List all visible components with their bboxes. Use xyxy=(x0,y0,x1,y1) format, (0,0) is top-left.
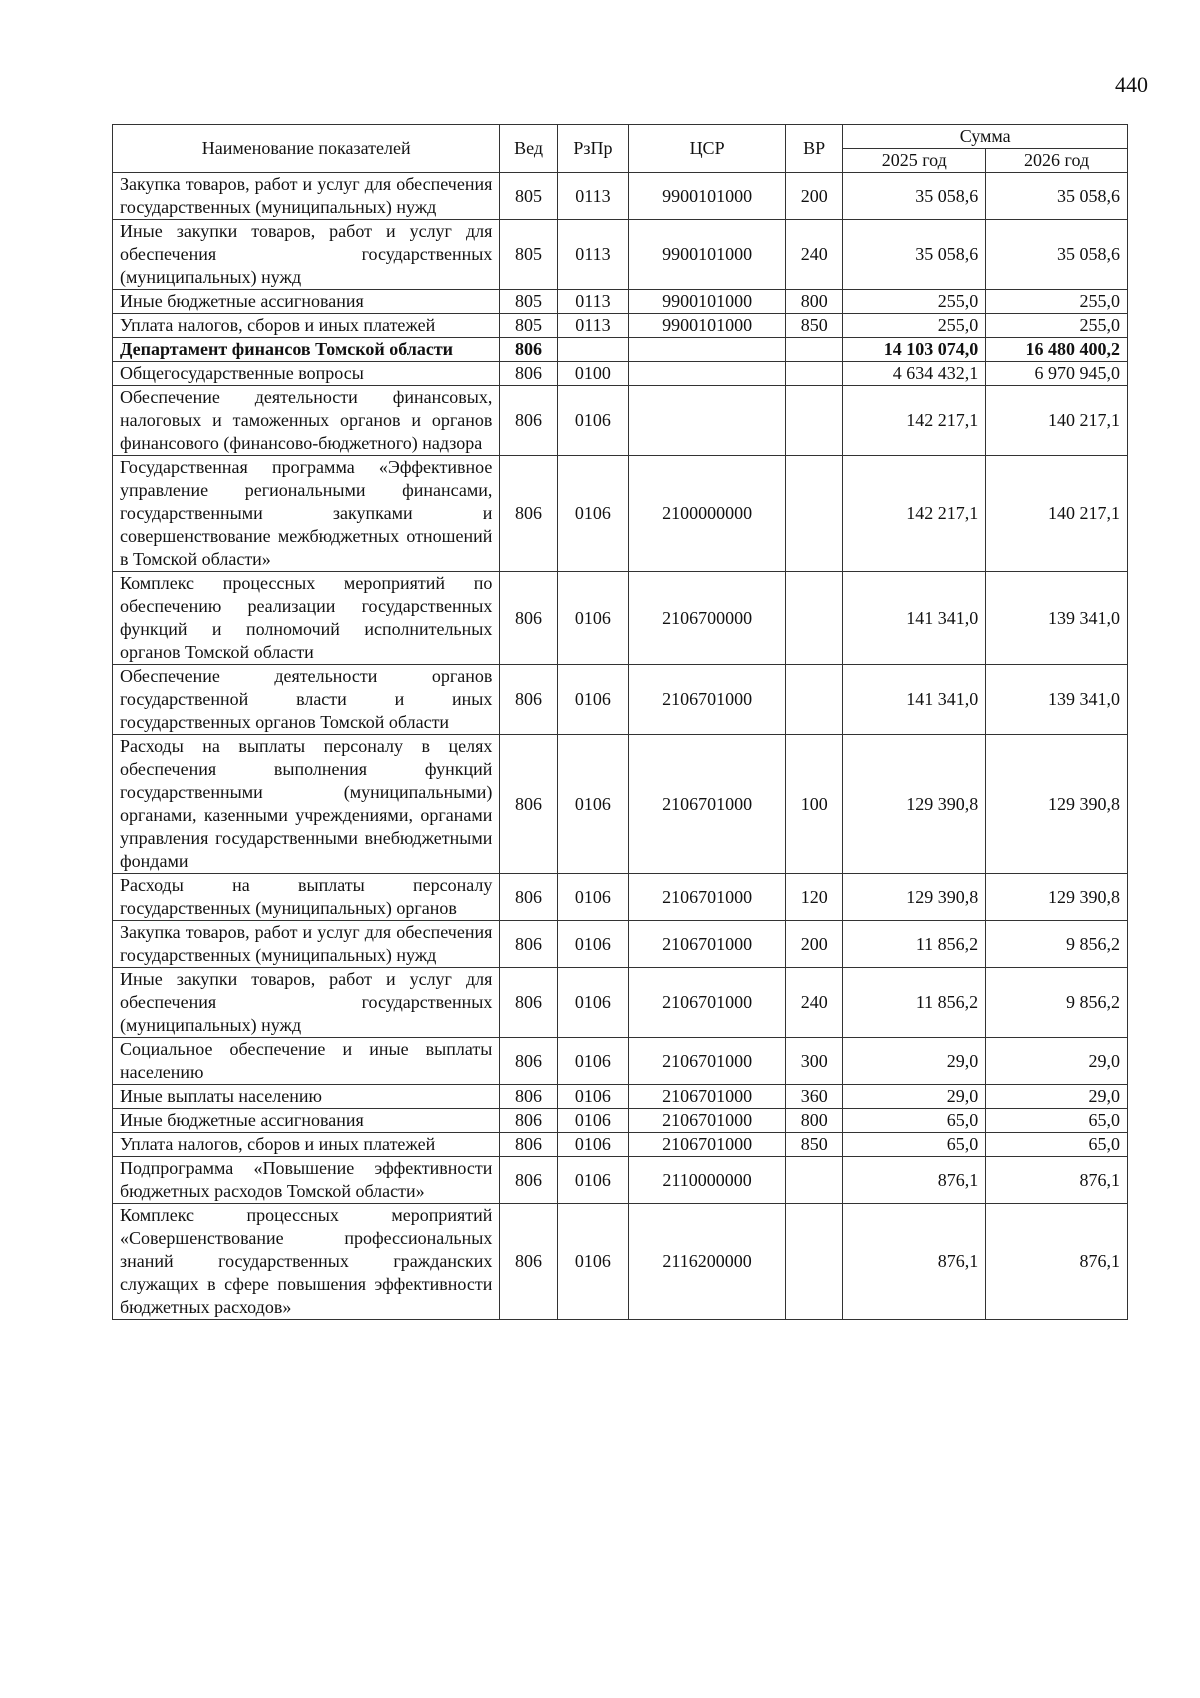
cell-vr: 200 xyxy=(786,921,843,968)
cell-y2025: 255,0 xyxy=(843,290,986,314)
cell-vr: 800 xyxy=(786,290,843,314)
cell-vr: 300 xyxy=(786,1038,843,1085)
cell-ved: 805 xyxy=(500,314,557,338)
cell-y2025: 876,1 xyxy=(843,1157,986,1204)
table-row xyxy=(113,456,1128,572)
cell-ved: 806 xyxy=(500,735,557,874)
header-2026: 2026 год xyxy=(986,149,1128,173)
table-row xyxy=(113,665,1128,735)
cell-csr: 2106700000 xyxy=(629,572,786,665)
cell-rzpr: 0106 xyxy=(557,1109,628,1133)
header-csr: ЦСР xyxy=(629,125,786,173)
cell-rzpr: 0106 xyxy=(557,665,628,735)
cell-rzpr xyxy=(557,338,628,362)
cell-y2026: 129 390,8 xyxy=(986,735,1128,874)
cell-rzpr: 0100 xyxy=(557,362,628,386)
cell-csr: 2106701000 xyxy=(629,921,786,968)
cell-name: Закупка товаров, работ и услуг для обеспечения государственных (муниципальных) нужд xyxy=(113,921,500,968)
cell-y2025: 65,0 xyxy=(843,1133,986,1157)
cell-vr xyxy=(786,572,843,665)
table-row xyxy=(113,338,1128,362)
cell-csr: 2106701000 xyxy=(629,1038,786,1085)
cell-y2026: 65,0 xyxy=(986,1109,1128,1133)
cell-y2025: 142 217,1 xyxy=(843,386,986,456)
cell-name: Уплата налогов, сборов и иных платежей xyxy=(113,314,500,338)
cell-y2025: 65,0 xyxy=(843,1109,986,1133)
cell-ved: 806 xyxy=(500,874,557,921)
cell-name: Социальное обеспечение и иные выплаты населению xyxy=(113,1038,500,1085)
cell-ved: 806 xyxy=(500,1109,557,1133)
header-vr: ВР xyxy=(786,125,843,173)
cell-ved: 806 xyxy=(500,665,557,735)
cell-csr: 9900101000 xyxy=(629,220,786,290)
table-row xyxy=(113,290,1128,314)
cell-name: Иные закупки товаров, работ и услуг для обеспечения государственных (муниципальных) нужд xyxy=(113,220,500,290)
cell-y2025: 129 390,8 xyxy=(843,735,986,874)
cell-y2026: 6 970 945,0 xyxy=(986,362,1128,386)
cell-vr: 120 xyxy=(786,874,843,921)
cell-vr: 800 xyxy=(786,1109,843,1133)
cell-y2026: 140 217,1 xyxy=(986,456,1128,572)
cell-csr: 2106701000 xyxy=(629,1085,786,1109)
cell-csr: 2106701000 xyxy=(629,1109,786,1133)
cell-rzpr: 0113 xyxy=(557,290,628,314)
cell-csr xyxy=(629,386,786,456)
cell-rzpr: 0106 xyxy=(557,1157,628,1204)
cell-name: Расходы на выплаты персоналу в целях обеспечения выполнения функций государственными (муниципальными) органами, казенными учреждениями, органами управления государственными внебюджетными фондами xyxy=(113,735,500,874)
table-row xyxy=(113,1157,1128,1204)
cell-rzpr: 0113 xyxy=(557,220,628,290)
header-rzpr: РзПр xyxy=(557,125,628,173)
cell-vr xyxy=(786,665,843,735)
cell-y2025: 142 217,1 xyxy=(843,456,986,572)
cell-y2025: 29,0 xyxy=(843,1085,986,1109)
header-2025: 2025 год xyxy=(843,149,986,173)
cell-ved: 805 xyxy=(500,290,557,314)
cell-vr xyxy=(786,1157,843,1204)
cell-ved: 805 xyxy=(500,173,557,220)
cell-name: Департамент финансов Томской области xyxy=(113,338,500,362)
header-ved: Вед xyxy=(500,125,557,173)
cell-name: Иные выплаты населению xyxy=(113,1085,500,1109)
cell-rzpr: 0106 xyxy=(557,1038,628,1085)
cell-ved: 806 xyxy=(500,456,557,572)
table-row xyxy=(113,173,1128,220)
cell-y2025: 35 058,6 xyxy=(843,220,986,290)
table-row xyxy=(113,968,1128,1038)
cell-rzpr: 0106 xyxy=(557,735,628,874)
cell-name: Иные бюджетные ассигнования xyxy=(113,290,500,314)
cell-csr: 9900101000 xyxy=(629,314,786,338)
cell-name: Иные бюджетные ассигнования xyxy=(113,1109,500,1133)
cell-name: Расходы на выплаты персоналу государственных (муниципальных) органов xyxy=(113,874,500,921)
cell-rzpr: 0106 xyxy=(557,1204,628,1320)
cell-rzpr: 0106 xyxy=(557,386,628,456)
cell-name: Иные закупки товаров, работ и услуг для обеспечения государственных (муниципальных) нужд xyxy=(113,968,500,1038)
cell-name: Комплекс процессных мероприятий «Совершенствование профессиональных знаний государственных гражданских служащих в сфере повышения эффективности бюджетных расходов» xyxy=(113,1204,500,1320)
table-row xyxy=(113,572,1128,665)
cell-ved: 806 xyxy=(500,572,557,665)
cell-y2026: 255,0 xyxy=(986,290,1128,314)
cell-y2025: 255,0 xyxy=(843,314,986,338)
cell-name: Закупка товаров, работ и услуг для обеспечения государственных (муниципальных) нужд xyxy=(113,173,500,220)
cell-ved: 806 xyxy=(500,1038,557,1085)
cell-y2025: 141 341,0 xyxy=(843,665,986,735)
cell-y2026: 65,0 xyxy=(986,1133,1128,1157)
cell-csr: 2100000000 xyxy=(629,456,786,572)
cell-vr xyxy=(786,362,843,386)
cell-rzpr: 0106 xyxy=(557,874,628,921)
table-row xyxy=(113,874,1128,921)
table-row xyxy=(113,1038,1128,1085)
cell-csr xyxy=(629,338,786,362)
table-row xyxy=(113,314,1128,338)
cell-name: Государственная программа «Эффективное управление региональными финансами, государственными закупками и совершенствование межбюджетных отношений в Томской области» xyxy=(113,456,500,572)
cell-y2025: 29,0 xyxy=(843,1038,986,1085)
cell-name: Обеспечение деятельности органов государственной власти и иных государственных органов Томской области xyxy=(113,665,500,735)
cell-csr xyxy=(629,362,786,386)
cell-rzpr: 0106 xyxy=(557,1133,628,1157)
cell-ved: 806 xyxy=(500,921,557,968)
table-row xyxy=(113,362,1128,386)
cell-vr: 100 xyxy=(786,735,843,874)
cell-y2025: 4 634 432,1 xyxy=(843,362,986,386)
cell-name: Уплата налогов, сборов и иных платежей xyxy=(113,1133,500,1157)
cell-y2025: 11 856,2 xyxy=(843,968,986,1038)
cell-rzpr: 0106 xyxy=(557,921,628,968)
cell-vr: 850 xyxy=(786,1133,843,1157)
table-row xyxy=(113,1085,1128,1109)
cell-vr xyxy=(786,386,843,456)
page-number: 440 xyxy=(1115,72,1148,97)
cell-csr: 9900101000 xyxy=(629,173,786,220)
cell-vr: 240 xyxy=(786,968,843,1038)
cell-vr xyxy=(786,1204,843,1320)
cell-y2026: 35 058,6 xyxy=(986,173,1128,220)
cell-y2026: 139 341,0 xyxy=(986,665,1128,735)
table-row xyxy=(113,735,1128,874)
cell-y2026: 9 856,2 xyxy=(986,921,1128,968)
table-body xyxy=(113,173,1128,1320)
cell-vr xyxy=(786,338,843,362)
cell-vr: 850 xyxy=(786,314,843,338)
cell-y2026: 16 480 400,2 xyxy=(986,338,1128,362)
cell-y2026: 139 341,0 xyxy=(986,572,1128,665)
budget-table xyxy=(112,124,1128,1320)
cell-name: Комплекс процессных мероприятий по обеспечению реализации государственных функций и полномочий исполнительных органов Томской области xyxy=(113,572,500,665)
header-sum: Сумма xyxy=(843,125,1128,149)
cell-vr: 200 xyxy=(786,173,843,220)
cell-ved: 806 xyxy=(500,1157,557,1204)
cell-csr: 9900101000 xyxy=(629,290,786,314)
cell-csr: 2116200000 xyxy=(629,1204,786,1320)
cell-csr: 2106701000 xyxy=(629,874,786,921)
cell-csr: 2106701000 xyxy=(629,735,786,874)
cell-y2025: 14 103 074,0 xyxy=(843,338,986,362)
cell-rzpr: 0113 xyxy=(557,173,628,220)
table-row xyxy=(113,220,1128,290)
cell-csr: 2106701000 xyxy=(629,665,786,735)
cell-ved: 806 xyxy=(500,386,557,456)
cell-ved: 806 xyxy=(500,362,557,386)
cell-y2026: 9 856,2 xyxy=(986,968,1128,1038)
cell-y2026: 29,0 xyxy=(986,1085,1128,1109)
cell-rzpr: 0106 xyxy=(557,456,628,572)
table-row xyxy=(113,1133,1128,1157)
cell-y2026: 29,0 xyxy=(986,1038,1128,1085)
cell-vr: 240 xyxy=(786,220,843,290)
cell-y2026: 876,1 xyxy=(986,1157,1128,1204)
cell-rzpr: 0106 xyxy=(557,572,628,665)
cell-vr: 360 xyxy=(786,1085,843,1109)
cell-ved: 805 xyxy=(500,220,557,290)
cell-ved: 806 xyxy=(500,1133,557,1157)
cell-name: Подпрограмма «Повышение эффективности бюджетных расходов Томской области» xyxy=(113,1157,500,1204)
table-row xyxy=(113,1109,1128,1133)
cell-ved: 806 xyxy=(500,1204,557,1320)
cell-y2026: 140 217,1 xyxy=(986,386,1128,456)
cell-y2025: 11 856,2 xyxy=(843,921,986,968)
cell-name: Общегосударственные вопросы xyxy=(113,362,500,386)
cell-rzpr: 0113 xyxy=(557,314,628,338)
table-row xyxy=(113,386,1128,456)
cell-y2026: 876,1 xyxy=(986,1204,1128,1320)
cell-y2025: 141 341,0 xyxy=(843,572,986,665)
cell-y2026: 255,0 xyxy=(986,314,1128,338)
cell-ved: 806 xyxy=(500,968,557,1038)
cell-ved: 806 xyxy=(500,1085,557,1109)
cell-csr: 2106701000 xyxy=(629,968,786,1038)
cell-ved: 806 xyxy=(500,338,557,362)
cell-y2026: 35 058,6 xyxy=(986,220,1128,290)
cell-csr: 2110000000 xyxy=(629,1157,786,1204)
cell-name: Обеспечение деятельности финансовых, налоговых и таможенных органов и органов финансового (финансово-бюджетного) надзора xyxy=(113,386,500,456)
cell-rzpr: 0106 xyxy=(557,968,628,1038)
table-row xyxy=(113,1204,1128,1320)
table-row xyxy=(113,921,1128,968)
cell-vr xyxy=(786,456,843,572)
cell-csr: 2106701000 xyxy=(629,1133,786,1157)
cell-rzpr: 0106 xyxy=(557,1085,628,1109)
cell-y2025: 129 390,8 xyxy=(843,874,986,921)
cell-y2025: 35 058,6 xyxy=(843,173,986,220)
cell-y2026: 129 390,8 xyxy=(986,874,1128,921)
cell-y2025: 876,1 xyxy=(843,1204,986,1320)
header-name: Наименование показателей xyxy=(113,125,500,173)
